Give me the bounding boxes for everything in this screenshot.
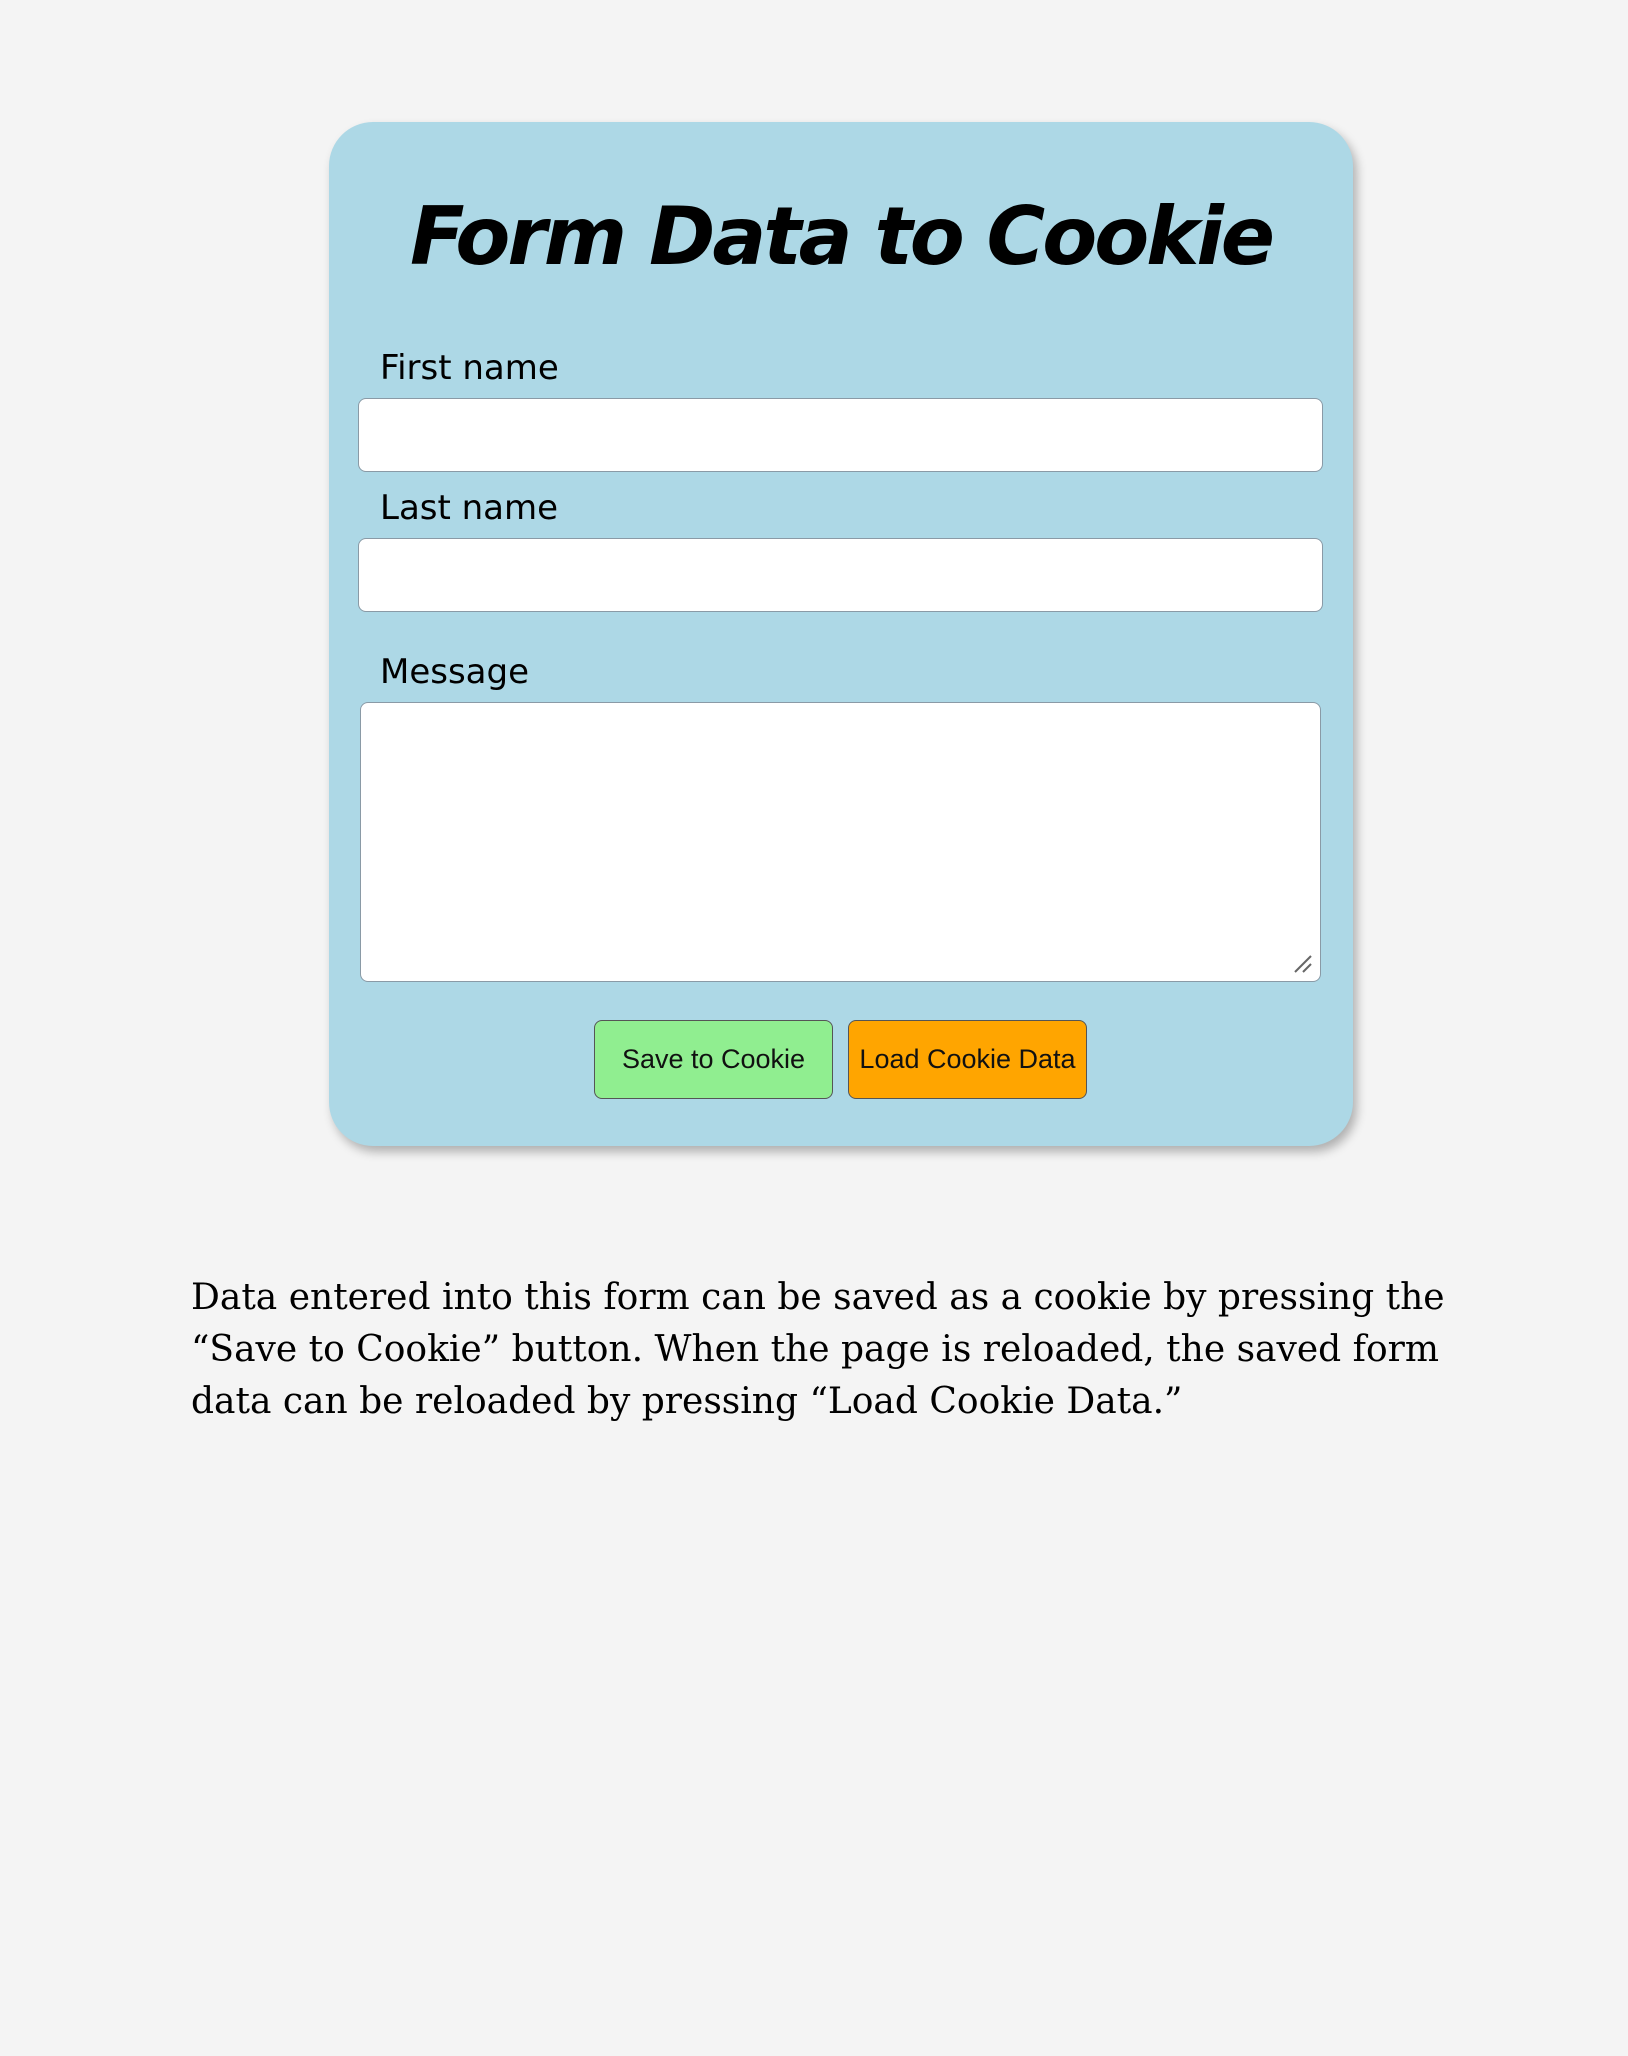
description-text: Data entered into this form can be saved as a cookie by pressing the “Save to Cookie” button. When the page is reloaded, the saved form data can be reloaded by pressing “Load Cookie Data.” bbox=[191, 1277, 1445, 1422]
message-label: Message bbox=[380, 652, 530, 692]
message-textarea[interactable] bbox=[360, 702, 1321, 982]
save-to-cookie-button[interactable]: Save to Cookie bbox=[594, 1020, 833, 1099]
last-name-label: Last name bbox=[380, 488, 559, 528]
resize-handle-icon[interactable] bbox=[1291, 952, 1313, 974]
form-card bbox=[329, 122, 1353, 1146]
load-cookie-data-button[interactable]: Load Cookie Data bbox=[848, 1020, 1087, 1099]
first-name-input[interactable] bbox=[358, 398, 1323, 472]
form-title: Form Data to Cookie bbox=[409, 190, 1273, 283]
first-name-label: First name bbox=[380, 348, 559, 388]
last-name-input[interactable] bbox=[358, 538, 1323, 612]
